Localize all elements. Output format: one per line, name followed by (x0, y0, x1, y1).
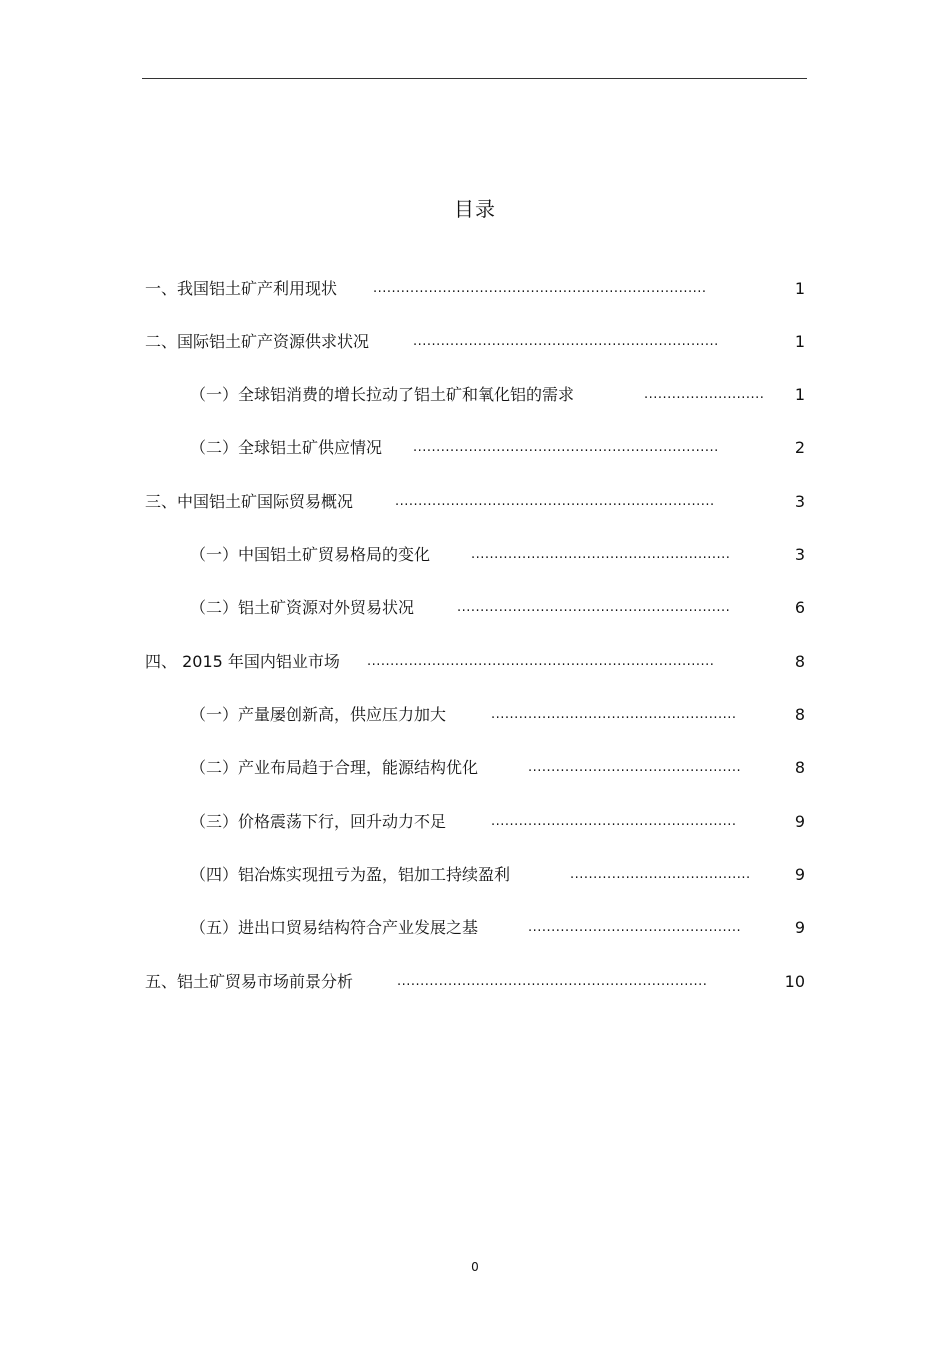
toc-entry[interactable] (145, 437, 810, 459)
toc-entry-leader: .............................................. (528, 920, 742, 935)
toc-entry-page: 9 (794, 812, 805, 831)
toc-entry[interactable] (145, 491, 810, 513)
toc-entry[interactable] (145, 331, 810, 353)
toc-entry-leader: .......................... (644, 387, 765, 402)
toc-entry[interactable] (145, 864, 810, 886)
toc-entry-leader: ..................................................................... (395, 494, 715, 509)
toc-entry[interactable] (145, 917, 810, 939)
toc-entry-text: 五、铝土矿贸易市场前景分析 (145, 972, 354, 991)
toc-entry-page: 1 (794, 279, 805, 298)
toc-entry-page: 3 (794, 492, 805, 511)
toc-entry-leader: ........................................................................ (373, 281, 707, 296)
toc-entry-text: 二、国际铝土矿产资源供求状况 (145, 332, 370, 351)
toc-entry-leader: ........................................................ (471, 547, 731, 562)
toc-title: 目录 (454, 197, 496, 221)
toc-entry-page: 6 (794, 598, 805, 617)
toc-entry[interactable] (145, 278, 810, 300)
toc-entry[interactable] (145, 651, 810, 673)
toc-entry-text: （一）产量屡创新高，供应压力加大 (190, 705, 447, 724)
toc-entry-text: （一）全球铝消费的增长拉动了铝土矿和氧化铝的需求 (190, 385, 575, 404)
toc-entry-leader: ................................................................... (397, 974, 708, 989)
toc-entry-text: 三、中国铝土矿国际贸易概况 (145, 492, 354, 511)
page-number: 0 (471, 1260, 479, 1274)
toc-entry[interactable] (145, 597, 810, 619)
toc-entry-page: 1 (794, 332, 805, 351)
toc-entry-text: （二）全球铝土矿供应情况 (190, 438, 383, 457)
toc-entry-text: 四、 2015 年国内铝业市场 (145, 652, 340, 671)
toc-entry[interactable] (145, 757, 810, 779)
toc-entry-leader: .................................................................. (413, 440, 719, 455)
toc-entry-page: 9 (794, 918, 805, 937)
toc-entry-page: 1 (794, 385, 805, 404)
toc-entry-page: 3 (794, 545, 805, 564)
toc-entry-page: 8 (794, 758, 805, 777)
toc-entry-text: 一、我国铝土矿产利用现状 (145, 279, 338, 298)
toc-entry-text: （一）中国铝土矿贸易格局的变化 (190, 545, 431, 564)
toc-entry-leader: ........................................................................... (367, 654, 715, 669)
toc-entry[interactable] (145, 704, 810, 726)
toc-entry-page: 8 (794, 705, 805, 724)
toc-entry-page: 10 (784, 972, 805, 991)
toc-entry[interactable] (145, 544, 810, 566)
toc-entry-page: 8 (794, 652, 805, 671)
toc-entry-leader: ..................................................... (491, 707, 737, 722)
toc-entry[interactable] (145, 971, 810, 993)
toc-entry-text: （二）铝土矿资源对外贸易状况 (190, 598, 415, 617)
toc-entry-page: 2 (794, 438, 805, 457)
toc-entry-leader: ........................................................... (457, 600, 731, 615)
toc-entry-leader: .............................................. (528, 760, 742, 775)
toc-entry-page: 9 (794, 865, 805, 884)
toc-entry-leader: ....................................... (570, 867, 751, 882)
toc-entry-leader: .................................................................. (413, 334, 719, 349)
toc-entry-text: （三）价格震荡下行，回升动力不足 (190, 812, 447, 831)
toc-entry[interactable] (145, 384, 810, 406)
toc-entry-text: （二）产业布局趋于合理，能源结构优化 (190, 758, 479, 777)
toc-entry-leader: ..................................................... (491, 814, 737, 829)
toc-entry[interactable] (145, 811, 810, 833)
toc-entry-text: （五）进出口贸易结构符合产业发展之基 (190, 918, 479, 937)
toc-entry-text: （四）铝冶炼实现扭亏为盈，铝加工持续盈利 (190, 865, 511, 884)
